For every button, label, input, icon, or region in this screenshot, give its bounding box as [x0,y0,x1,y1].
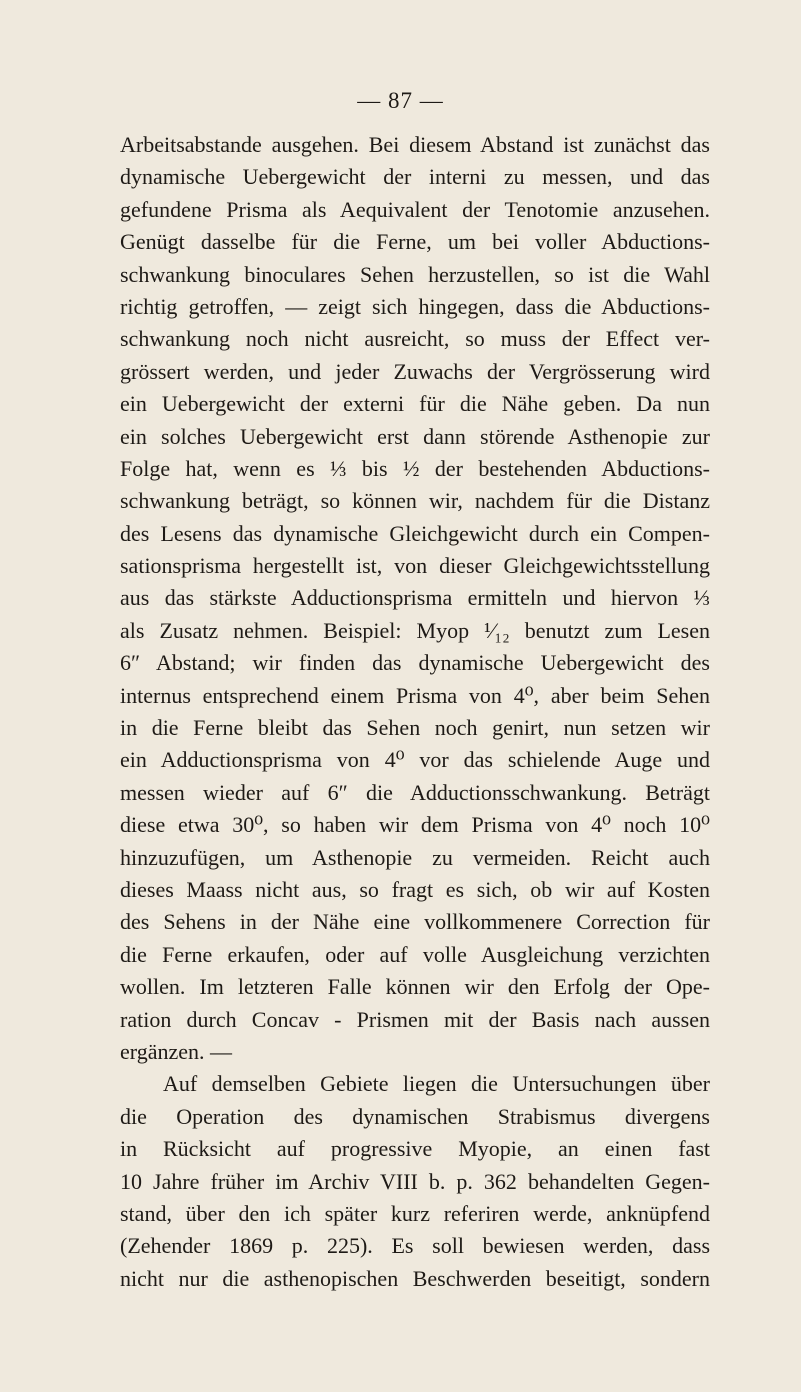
paragraph [120,1068,710,1295]
text-line: wollen. Im letzteren Falle können wir den Erfolg der Ope- [120,974,710,1000]
text-line: richtig getroffen, — zeigt sich hingegen, dass die Abductions- [120,293,710,319]
body-text [120,129,710,1295]
text-line: des Sehens in der Nähe eine vollkommenere Correction für [120,909,710,935]
text-line: die Operation des dynamischen Strabismus divergens [120,1103,710,1129]
text-line: ein Uebergewicht der externi für die Nähe geben. Da nun [120,391,710,417]
text-line: in Rücksicht auf progressive Myopie, an einen fast [120,1136,710,1162]
text-line: Genügt dasselbe für die Ferne, um bei voller Abductions- [120,229,710,255]
text-line: ergänzen. — [120,1038,232,1064]
text-line: als Zusatz nehmen. Beispiel: Myop ¹⁄₁₂ benutzt zum Lesen [120,617,710,643]
text-line: des Lesens das dynamische Gleichgewicht durch ein Compen- [120,520,710,546]
text-line: diese etwa 30⁰, so haben wir dem Prisma von 4⁰ noch 10⁰ [120,812,710,838]
text-line: schwankung beträgt, so können wir, nachdem für die Distanz [120,488,710,514]
text-line: (Zehender 1869 p. 225). Es soll bewiesen werden, dass [120,1233,710,1259]
text-line: hinzuzufügen, um Asthenopie zu vermeiden. Reicht auch [120,844,710,870]
text-line: in die Ferne bleibt das Sehen noch genirt, nun setzen wir [120,715,710,741]
text-line: Arbeitsabstande ausgehen. Bei diesem Abstand ist zunächst das [120,132,710,157]
page-number: — 87 — [357,88,444,113]
text-line: nicht nur die asthenopischen Beschwerden beseitigt, sondern [120,1265,710,1291]
text-line: dynamische Uebergewicht der interni zu messen, und das [120,164,710,190]
text-line: aus das stärkste Adductionsprisma ermitteln und hiervon ⅓ [120,585,710,611]
text-line: die Ferne erkaufen, oder auf volle Ausgleichung verzichten [120,941,710,967]
text-line: schwankung binoculares Sehen herzustellen, so ist die Wahl [120,261,710,287]
text-line: 10 Jahre früher im Archiv VIII b. p. 362 behandelten Gegen- [120,1168,710,1194]
text-line: sationsprisma hergestellt ist, von dieser Gleichgewichtsstellung [120,553,710,579]
text-line: ein Adductionsprisma von 4⁰ vor das schielende Auge und [120,747,710,773]
text-line: gefundene Prisma als Aequivalent der Tenotomie anzusehen. [120,196,710,222]
text-line: ein solches Uebergewicht erst dann störende Asthenopie zur [120,423,710,449]
text-line: Folge hat, wenn es ⅓ bis ½ der bestehenden Abductions- [120,455,710,481]
text-line: ration durch Concav - Prismen mit der Basis nach aussen [120,1006,710,1032]
text-line: 6″ Abstand; wir finden das dynamische Uebergewicht des [120,650,710,676]
text-line: internus entsprechend einem Prisma von 4⁰, aber beim Sehen [120,682,710,708]
text-line: grössert werden, und jeder Zuwachs der Vergrösserung wird [120,358,710,384]
text-line: schwankung noch nicht ausreicht, so muss der Effect ver- [120,326,710,352]
text-line: dieses Maass nicht aus, so fragt es sich, ob wir auf Kosten [120,876,710,902]
text-line: stand, über den ich später kurz referiren werde, anknüpfend [120,1200,710,1226]
text-line: messen wieder auf 6″ die Adductionsschwankung. Beträgt [120,779,710,805]
paragraph [120,129,710,1068]
text-line: Auf demselben Gebiete liegen die Untersuchungen über [163,1071,710,1097]
